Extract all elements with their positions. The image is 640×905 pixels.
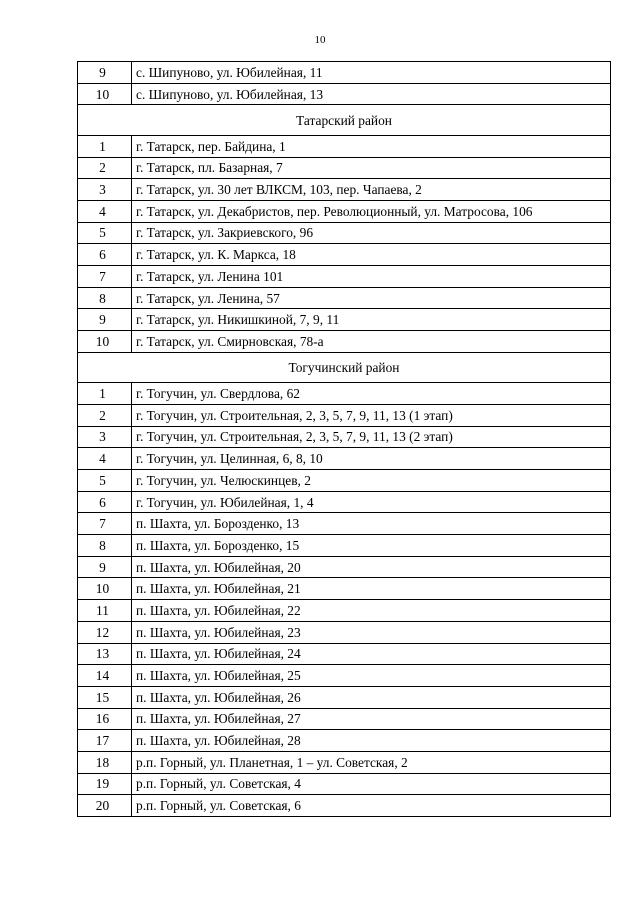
row-address: п. Шахта, ул. Юбилейная, 24 [132, 643, 611, 665]
table-row [78, 513, 611, 535]
row-number: 4 [78, 448, 132, 470]
row-address: п. Шахта, ул. Юбилейная, 21 [132, 578, 611, 600]
row-address: г. Татарск, пл. Базарная, 7 [132, 157, 611, 179]
row-address: с. Шипуново, ул. Юбилейная, 13 [132, 83, 611, 105]
row-number: 12 [78, 621, 132, 643]
table-row [78, 244, 611, 266]
row-address: п. Шахта, ул. Юбилейная, 28 [132, 730, 611, 752]
table-row [78, 266, 611, 288]
row-number: 10 [78, 331, 132, 353]
row-address: п. Шахта, ул. Юбилейная, 20 [132, 556, 611, 578]
table-row [78, 643, 611, 665]
table-row [78, 665, 611, 687]
table-row [78, 491, 611, 513]
section-header: Тогучинский район [78, 352, 611, 383]
row-address: г. Татарск, ул. Декабристов, пер. Революционный, ул. Матросова, 106 [132, 200, 611, 222]
row-address: г. Татарск, ул. Ленина 101 [132, 266, 611, 288]
row-number: 13 [78, 643, 132, 665]
row-address: п. Шахта, ул. Юбилейная, 26 [132, 686, 611, 708]
table-row [78, 686, 611, 708]
row-number: 7 [78, 266, 132, 288]
row-address: с. Шипуново, ул. Юбилейная, 11 [132, 62, 611, 84]
table-row [78, 795, 611, 817]
table-body [78, 62, 611, 817]
table-row [78, 309, 611, 331]
section-header: Татарский район [78, 105, 611, 136]
row-number: 9 [78, 62, 132, 84]
row-number: 9 [78, 556, 132, 578]
row-number: 10 [78, 83, 132, 105]
row-number: 1 [78, 383, 132, 405]
table-row [78, 621, 611, 643]
row-number: 17 [78, 730, 132, 752]
row-address: р.п. Горный, ул. Планетная, 1 – ул. Советская, 2 [132, 751, 611, 773]
row-address: г. Татарск, ул. Никишкиной, 7, 9, 11 [132, 309, 611, 331]
row-address: г. Татарск, ул. 30 лет ВЛКСМ, 103, пер. Чапаева, 2 [132, 179, 611, 201]
row-number: 9 [78, 309, 132, 331]
section-header-row [78, 105, 611, 136]
row-address: г. Татарск, ул. Ленина, 57 [132, 287, 611, 309]
table-row [78, 222, 611, 244]
row-number: 1 [78, 135, 132, 157]
address-table [77, 61, 611, 817]
row-address: г. Татарск, ул. Смирновская, 78-а [132, 331, 611, 353]
row-number: 6 [78, 491, 132, 513]
row-number: 7 [78, 513, 132, 535]
row-number: 20 [78, 795, 132, 817]
row-number: 15 [78, 686, 132, 708]
row-number: 6 [78, 244, 132, 266]
row-address: р.п. Горный, ул. Советская, 6 [132, 795, 611, 817]
table-row [78, 426, 611, 448]
row-number: 2 [78, 157, 132, 179]
table-row [78, 751, 611, 773]
table-row [78, 383, 611, 405]
table-row [78, 448, 611, 470]
table-row [78, 135, 611, 157]
row-address: г. Тогучин, ул. Свердлова, 62 [132, 383, 611, 405]
table-row [78, 200, 611, 222]
section-header-row [78, 352, 611, 383]
table-row [78, 535, 611, 557]
row-number: 4 [78, 200, 132, 222]
row-address: п. Шахта, ул. Юбилейная, 27 [132, 708, 611, 730]
table-row [78, 331, 611, 353]
row-address: п. Шахта, ул. Борозденко, 15 [132, 535, 611, 557]
table-row [78, 287, 611, 309]
row-number: 3 [78, 426, 132, 448]
row-number: 8 [78, 287, 132, 309]
row-address: г. Татарск, ул. Закриевского, 96 [132, 222, 611, 244]
row-address: п. Шахта, ул. Юбилейная, 25 [132, 665, 611, 687]
row-number: 14 [78, 665, 132, 687]
table-row [78, 556, 611, 578]
row-address: г. Тогучин, ул. Строительная, 2, 3, 5, 7, 9, 11, 13 (2 этап) [132, 426, 611, 448]
row-address: г. Тогучин, ул. Целинная, 6, 8, 10 [132, 448, 611, 470]
row-number: 18 [78, 751, 132, 773]
row-address: г. Тогучин, ул. Челюскинцев, 2 [132, 470, 611, 492]
row-number: 16 [78, 708, 132, 730]
row-number: 19 [78, 773, 132, 795]
row-address: п. Шахта, ул. Юбилейная, 22 [132, 600, 611, 622]
table-row [78, 179, 611, 201]
row-address: г. Тогучин, ул. Юбилейная, 1, 4 [132, 491, 611, 513]
row-number: 2 [78, 404, 132, 426]
row-address: г. Татарск, пер. Байдина, 1 [132, 135, 611, 157]
row-address: п. Шахта, ул. Юбилейная, 23 [132, 621, 611, 643]
table-row [78, 62, 611, 84]
row-number: 8 [78, 535, 132, 557]
table-row [78, 773, 611, 795]
row-number: 5 [78, 222, 132, 244]
row-number: 10 [78, 578, 132, 600]
table-row [78, 730, 611, 752]
table-row [78, 470, 611, 492]
row-address: г. Татарск, ул. К. Маркса, 18 [132, 244, 611, 266]
row-number: 3 [78, 179, 132, 201]
table-row [78, 600, 611, 622]
table-row [78, 578, 611, 600]
table-row [78, 83, 611, 105]
row-number: 11 [78, 600, 132, 622]
row-number: 5 [78, 470, 132, 492]
table-row [78, 157, 611, 179]
table-row [78, 708, 611, 730]
row-address: п. Шахта, ул. Борозденко, 13 [132, 513, 611, 535]
page-number: 10 [314, 34, 326, 46]
table-row [78, 404, 611, 426]
row-address: р.п. Горный, ул. Советская, 4 [132, 773, 611, 795]
row-address: г. Тогучин, ул. Строительная, 2, 3, 5, 7, 9, 11, 13 (1 этап) [132, 404, 611, 426]
